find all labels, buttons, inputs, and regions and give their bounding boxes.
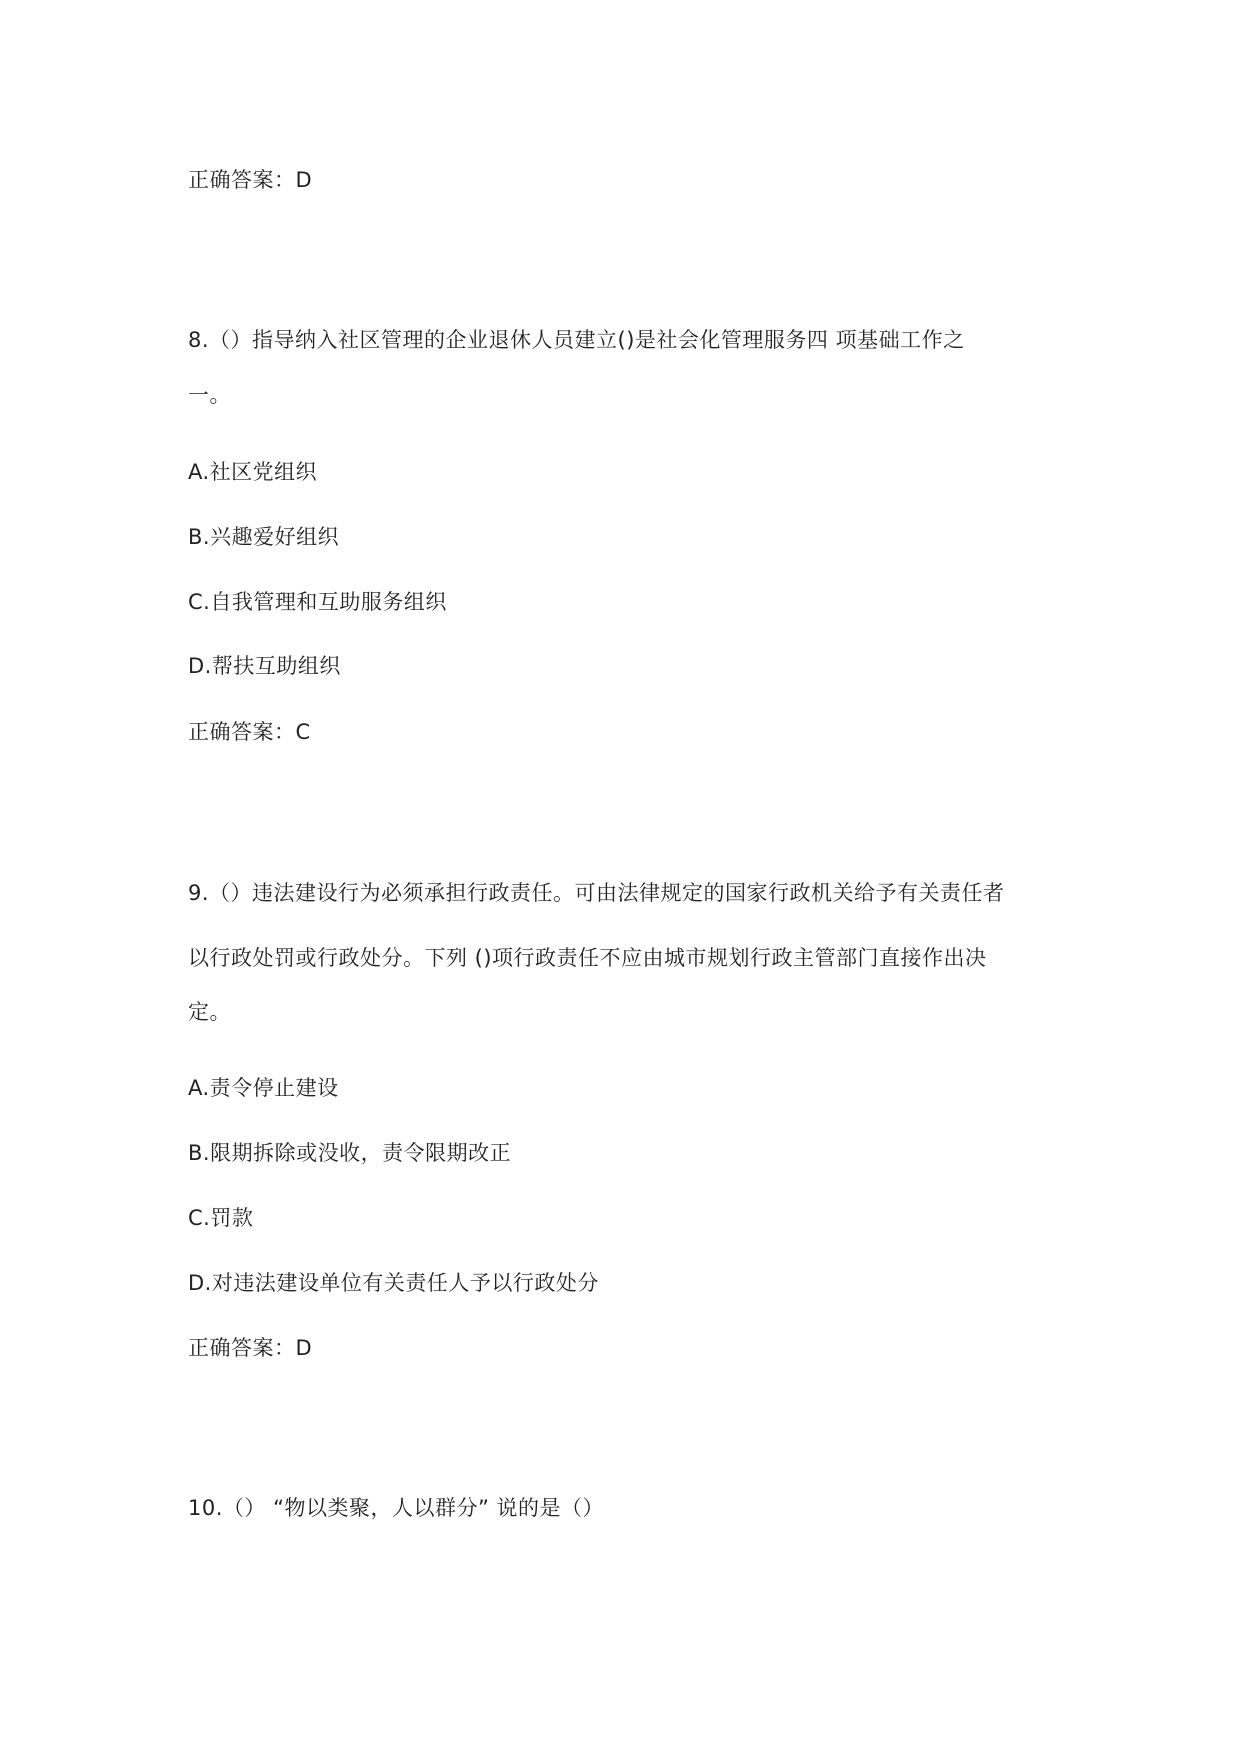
question-8-option-a: A.社区党组织 xyxy=(188,460,318,484)
question-8-option-b: B.兴趣爱好组织 xyxy=(188,525,340,549)
question-9-answer: 正确答案：D xyxy=(188,1336,313,1360)
question-9-option-c: C.罚款 xyxy=(188,1206,254,1230)
question-9-option-a: A.责令停止建设 xyxy=(188,1076,339,1100)
question-9-option-b: B.限期拆除或没收，责令限期改正 xyxy=(188,1141,512,1165)
question-8-answer: 正确答案：C xyxy=(188,720,311,744)
question-8-option-c: C.自我管理和互助服务组织 xyxy=(188,590,447,614)
question-9-option-d: D.对违法建设单位有关责任人予以行政处分 xyxy=(188,1271,599,1295)
question-9-text-cont: 以行政处罚或行政处分。下列 ()项行政责任不应由城市规划行政主管部门直接作出决 xyxy=(188,946,987,970)
question-9-text-end: 定。 xyxy=(188,1000,231,1024)
question-9-text: 9.（）违法建设行为必须承担行政责任。可由法律规定的国家行政机关给予有关责任者 xyxy=(188,881,1005,905)
question-8-option-d: D.帮扶互助组织 xyxy=(188,654,341,678)
question-10-text: 10.（） “物以类聚，人以群分” 说的是（） xyxy=(188,1496,605,1520)
answer-prev: 正确答案：D xyxy=(188,168,313,192)
question-8-text-cont: 一。 xyxy=(188,383,231,407)
question-8-text: 8.（）指导纳入社区管理的企业退休人员建立()是社会化管理服务四 项基础工作之 xyxy=(188,328,965,352)
